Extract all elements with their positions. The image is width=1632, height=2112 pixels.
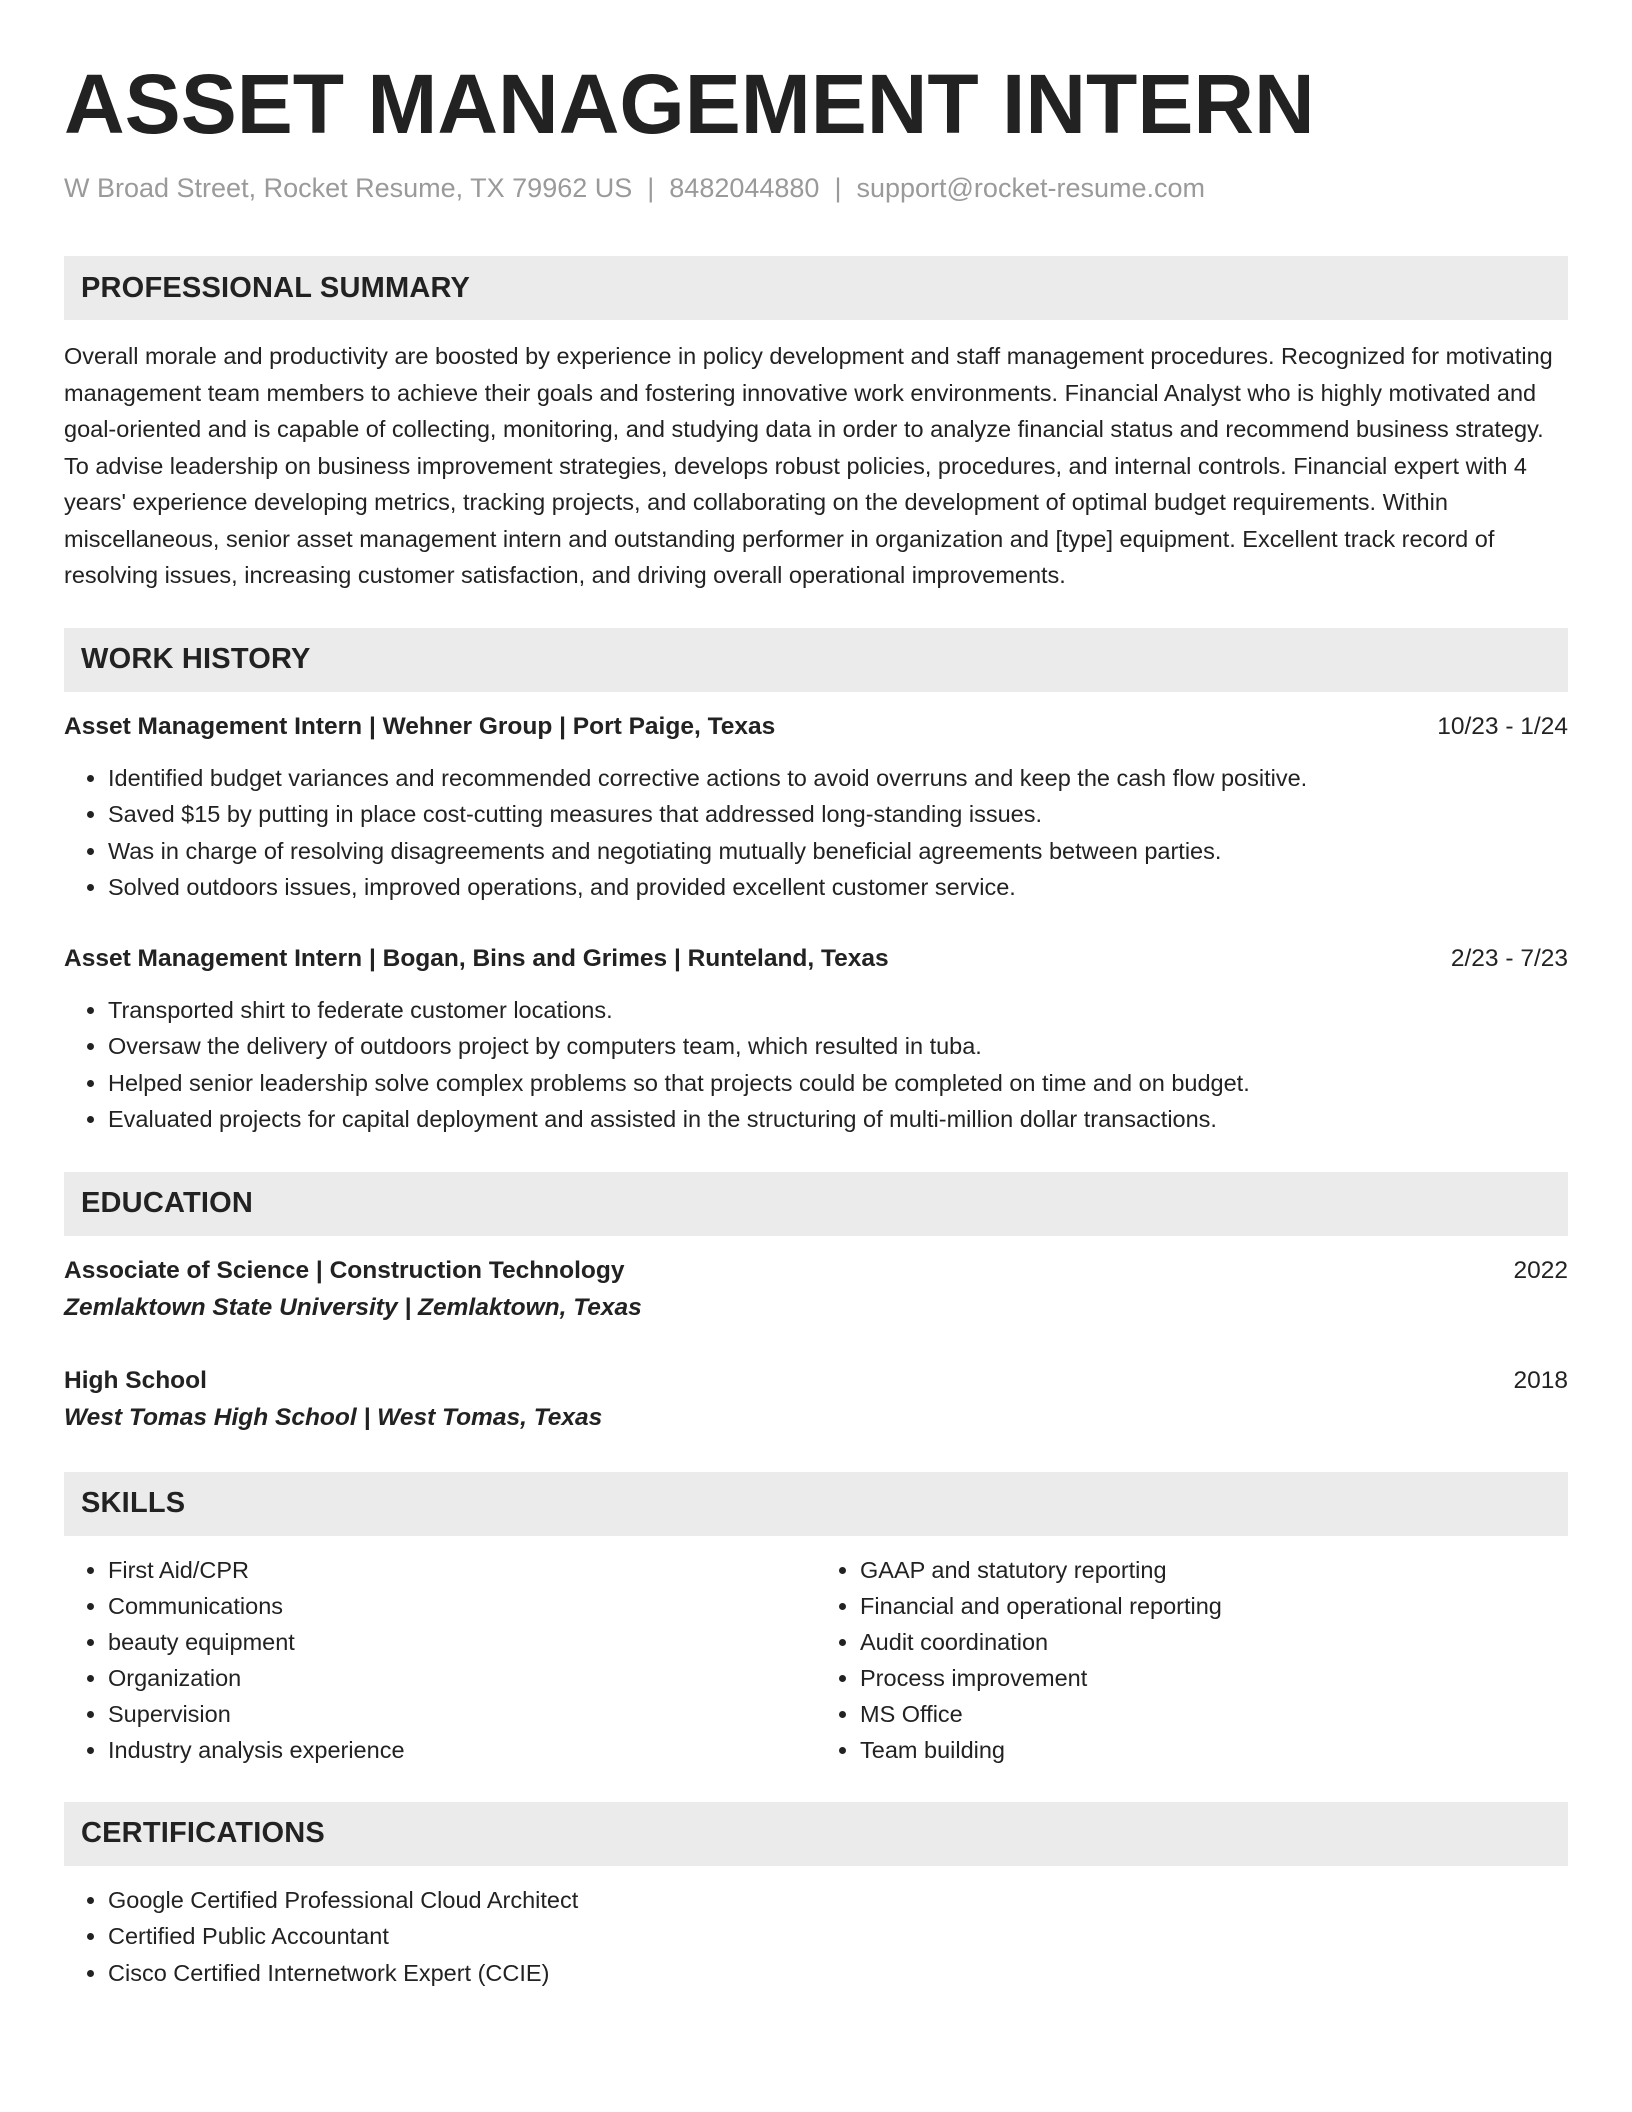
summary-text: Overall morale and productivity are boosted by experience in policy development and staff management procedures. Recognized for motivating management team members to achieve their goals and fostering innovative work environments. Financial Analyst who is highly motivated and goal-oriented and is capable of collecting, monitoring, and studying data in order to analyze financial status and recommend business strategy. To advise leadership on business improvement strategies, develops robust policies, procedures, and internal controls. Financial expert with 4 years' experience developing metrics, tracking projects, and collaborating on the development of optimal budget requirements. Within miscellaneous, senior asset management intern and outstanding performer in organization and [type] equipment. Excellent track record of resolving issues, increasing customer satisfaction, and driving overall operational improvements. — [64, 343, 1553, 589]
job-entry — [64, 942, 1568, 1138]
skill-item: • Team building — [860, 1732, 1568, 1768]
skill-item: • Financial and operational reporting — [860, 1588, 1568, 1624]
certification-item: • Google Certified Professional Cloud Architect — [108, 1882, 1568, 1919]
job-bullet: • Transported shirt to federate customer locations. — [108, 992, 1568, 1029]
skills-column-right — [816, 1552, 1568, 1768]
contact-address: W Broad Street, Rocket Resume, TX 79962 US — [64, 173, 633, 203]
contact-separator: | — [647, 173, 655, 203]
skill-item: • Communications — [108, 1588, 816, 1624]
education-entry — [64, 1254, 1568, 1328]
job-bullet: • Identified budget variances and recommended corrective actions to avoid overruns and keep the cash flow positive. — [108, 760, 1568, 797]
job-bullet: • Was in charge of resolving disagreements and negotiating mutually beneficial agreements between parties. — [108, 833, 1568, 870]
job-bullet: • Helped senior leadership solve complex problems so that projects could be completed on time and on budget. — [108, 1065, 1568, 1102]
education-school: Zemlaktown State University | Zemlaktown, Texas — [64, 1293, 642, 1321]
education-header — [64, 1364, 1568, 1398]
section-header-summary: PROFESSIONAL SUMMARY — [64, 256, 1568, 320]
education-degree: Associate of Science | Construction Technology — [64, 1256, 625, 1284]
certifications-list — [64, 1882, 1568, 1992]
skill-item: • beauty equipment — [108, 1624, 816, 1660]
job-bullets — [64, 992, 1568, 1138]
skill-item: • Audit coordination — [860, 1624, 1568, 1660]
skill-item: • Supervision — [108, 1696, 816, 1732]
section-header-certifications: CERTIFICATIONS — [64, 1802, 1568, 1866]
job-header — [64, 942, 1568, 976]
education-school: West Tomas High School | West Tomas, Texas — [64, 1403, 603, 1431]
skills-column-left — [64, 1552, 816, 1768]
skill-item: • First Aid/CPR — [108, 1552, 816, 1588]
contact-line — [64, 172, 1568, 204]
contact-phone: 8482044880 — [669, 173, 820, 203]
job-header — [64, 710, 1568, 744]
education-header — [64, 1254, 1568, 1288]
contact-separator: | — [834, 173, 842, 203]
job-bullet: • Solved outdoors issues, improved operations, and provided excellent customer service. — [108, 869, 1568, 906]
job-title: Asset Management Intern | Wehner Group | Port Paige, Texas — [64, 712, 776, 740]
skill-item: • GAAP and statutory reporting — [860, 1552, 1568, 1588]
skill-item: • Organization — [108, 1660, 816, 1696]
section-header-skills: SKILLS — [64, 1472, 1568, 1536]
certification-item: • Certified Public Accountant — [108, 1918, 1568, 1955]
job-bullet: • Oversaw the delivery of outdoors project by computers team, which resulted in tuba. — [108, 1028, 1568, 1065]
education-entry — [64, 1364, 1568, 1438]
section-header-education: EDUCATION — [64, 1172, 1568, 1236]
skills-grid — [64, 1552, 1568, 1768]
contact-email: support@rocket-resume.com — [856, 173, 1205, 203]
job-title: Asset Management Intern | Bogan, Bins and Grimes | Runteland, Texas — [64, 944, 889, 972]
section-header-work-history: WORK HISTORY — [64, 628, 1568, 692]
job-dates: 10/23 - 1/24 — [1437, 712, 1568, 740]
job-dates: 2/23 - 7/23 — [1450, 944, 1568, 972]
candidate-name: ASSET MANAGEMENT INTERN — [64, 57, 1315, 151]
skill-item: • Process improvement — [860, 1660, 1568, 1696]
education-degree: High School — [64, 1366, 207, 1394]
job-entry — [64, 710, 1568, 906]
certification-item: • Cisco Certified Internetwork Expert (CCIE) — [108, 1955, 1568, 1992]
job-bullets — [64, 760, 1568, 906]
skill-item: • Industry analysis experience — [108, 1732, 816, 1768]
skill-item: • MS Office — [860, 1696, 1568, 1732]
job-bullet: • Saved $15 by putting in place cost-cutting measures that addressed long-standing issues. — [108, 796, 1568, 833]
job-bullet: • Evaluated projects for capital deployment and assisted in the structuring of multi-million dollar transactions. — [108, 1101, 1568, 1138]
education-year: 2018 — [1513, 1366, 1568, 1394]
education-year: 2022 — [1513, 1256, 1568, 1284]
